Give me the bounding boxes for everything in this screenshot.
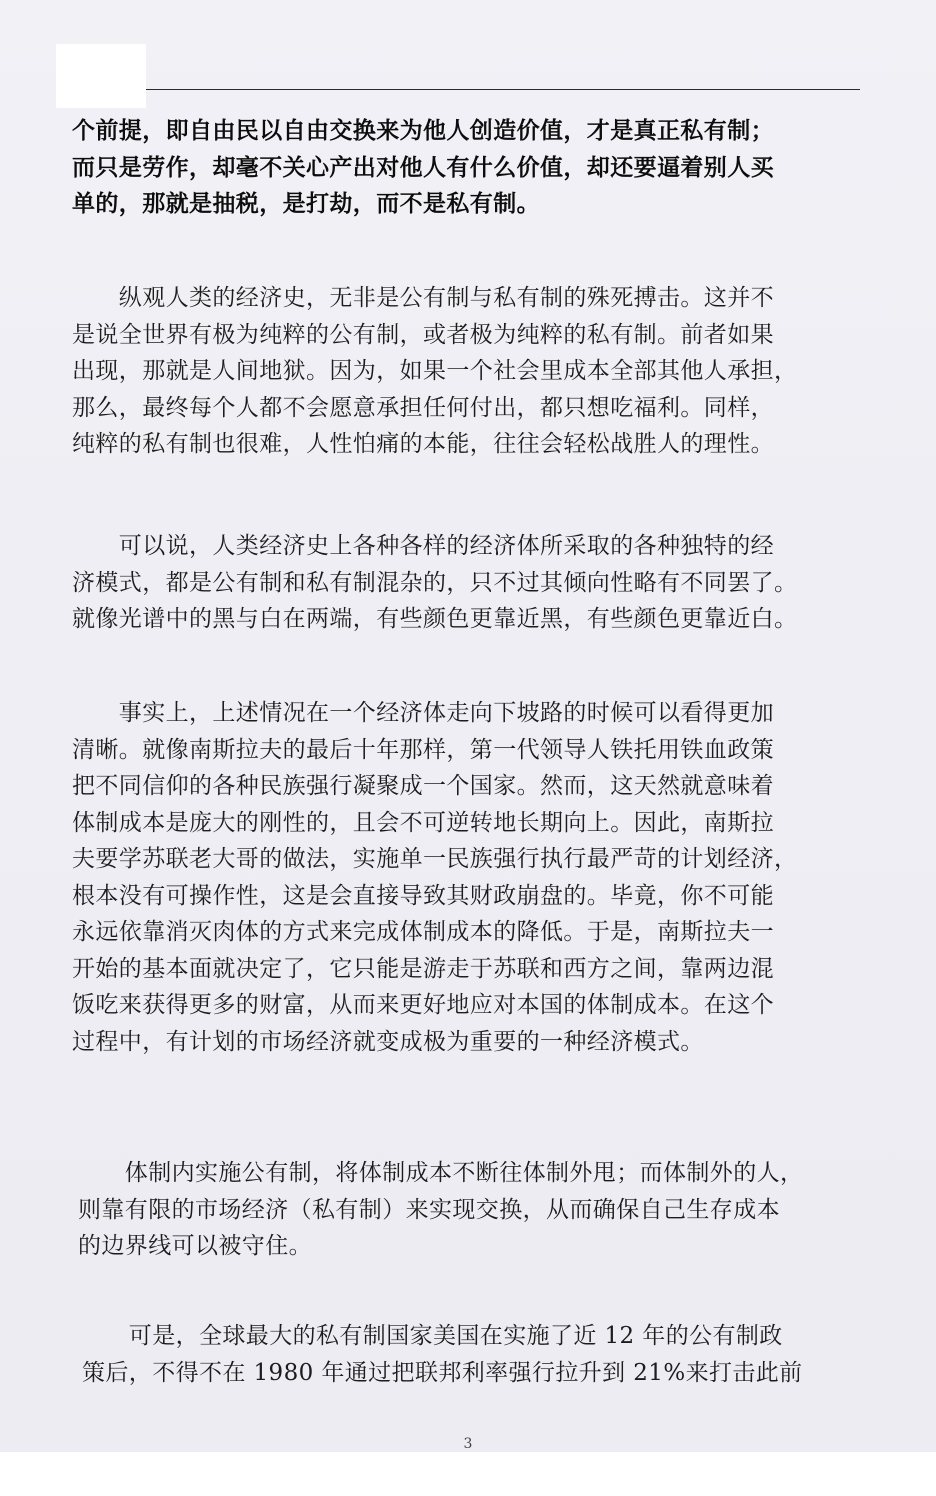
text-line: 可以说，人类经济史上各种各样的经济体所采取的各种独特的经 xyxy=(72,533,774,559)
text-line: 开始的基本面就决定了，它只能是游走于苏联和西方之间，靠两边混 xyxy=(72,955,774,982)
text-line: 个前提，即自由民以自由交换来为他人创造价值，才是真正私有制； xyxy=(72,117,774,144)
text-line: 可是，全球最大的私有制国家美国在实施了近 12 年的公有制政 xyxy=(82,1323,783,1349)
text-line: 体制内实施公有制，将体制成本不断往体制外甩；而体制外的人， xyxy=(78,1160,804,1186)
paragraph-2 xyxy=(72,528,878,638)
text-line: 那么，最终每个人都不会愿意承担任何付出，都只想吃福利。同样， xyxy=(72,394,774,421)
text-line: 的边界线可以被守住。 xyxy=(78,1233,312,1259)
text-line: 把不同信仰的各种民族强行凝聚成一个国家。然而，这天然就意味着 xyxy=(72,773,774,799)
bottom-margin xyxy=(0,1452,936,1496)
header-rule xyxy=(146,89,860,90)
paragraph-3 xyxy=(72,695,878,1060)
text-line: 纵观人类的经济史，无非是公有制与私有制的殊死搏击。这并不 xyxy=(72,285,774,311)
text-line: 夫要学苏联老大哥的做法，实施单一民族强行执行最严苛的计划经济， xyxy=(72,846,798,872)
text-line: 根本没有可操作性，这是会直接导致其财政崩盘的。毕竟，你不可能 xyxy=(72,882,774,909)
text-line: 清晰。就像南斯拉夫的最后十年那样，第一代领导人铁托用铁血政策 xyxy=(72,736,774,763)
redacted-header-box xyxy=(56,44,146,108)
text-line: 过程中，有计划的市场经济就变成极为重要的一种经济模式。 xyxy=(72,1028,704,1055)
text-line: 体制成本是庞大的刚性的，且会不可逆转地长期向上。因此，南斯拉 xyxy=(72,809,774,836)
text-line: 就像光谱中的黑与白在两端，有些颜色更靠近黑，有些颜色更靠近白。 xyxy=(72,606,798,632)
text-line: 单的，那就是抽税，是打劫，而不是私有制。 xyxy=(72,190,540,217)
text-line: 出现，那就是人间地狱。因为，如果一个社会里成本全部其他人承担， xyxy=(72,358,798,384)
paragraph-4 xyxy=(78,1155,884,1265)
text-line: 策后，不得不在 1980 年通过把联邦利率强行拉升到 21%来打击此前 xyxy=(82,1359,803,1386)
text-line: 事实上，上述情况在一个经济体走向下坡路的时候可以看得更加 xyxy=(72,700,774,726)
text-line: 而只是劳作，却毫不关心产出对他人有什么价值，却还要逼着别人买 xyxy=(72,153,774,181)
text-line: 纯粹的私有制也很难，人性怕痛的本能，往往会轻松战胜人的理性。 xyxy=(72,431,774,457)
paragraph-1 xyxy=(72,280,878,463)
page-number: 3 xyxy=(463,1436,473,1452)
text-line: 济模式，都是公有制和私有制混杂的，只不过其倾向性略有不同罢了。 xyxy=(72,569,798,596)
text-line: 是说全世界有极为纯粹的公有制，或者极为纯粹的私有制。前者如果 xyxy=(72,321,774,348)
text-line: 饭吃来获得更多的财富，从而来更好地应对本国的体制成本。在这个 xyxy=(72,992,774,1018)
bold-intro-text xyxy=(72,113,878,223)
text-line: 永远依靠消灭肉体的方式来完成体制成本的降低。于是，南斯拉夫一 xyxy=(72,919,774,945)
text-line: 则靠有限的市场经济（私有制）来实现交换，从而确保自己生存成本 xyxy=(78,1196,780,1223)
paragraph-5 xyxy=(82,1318,888,1391)
